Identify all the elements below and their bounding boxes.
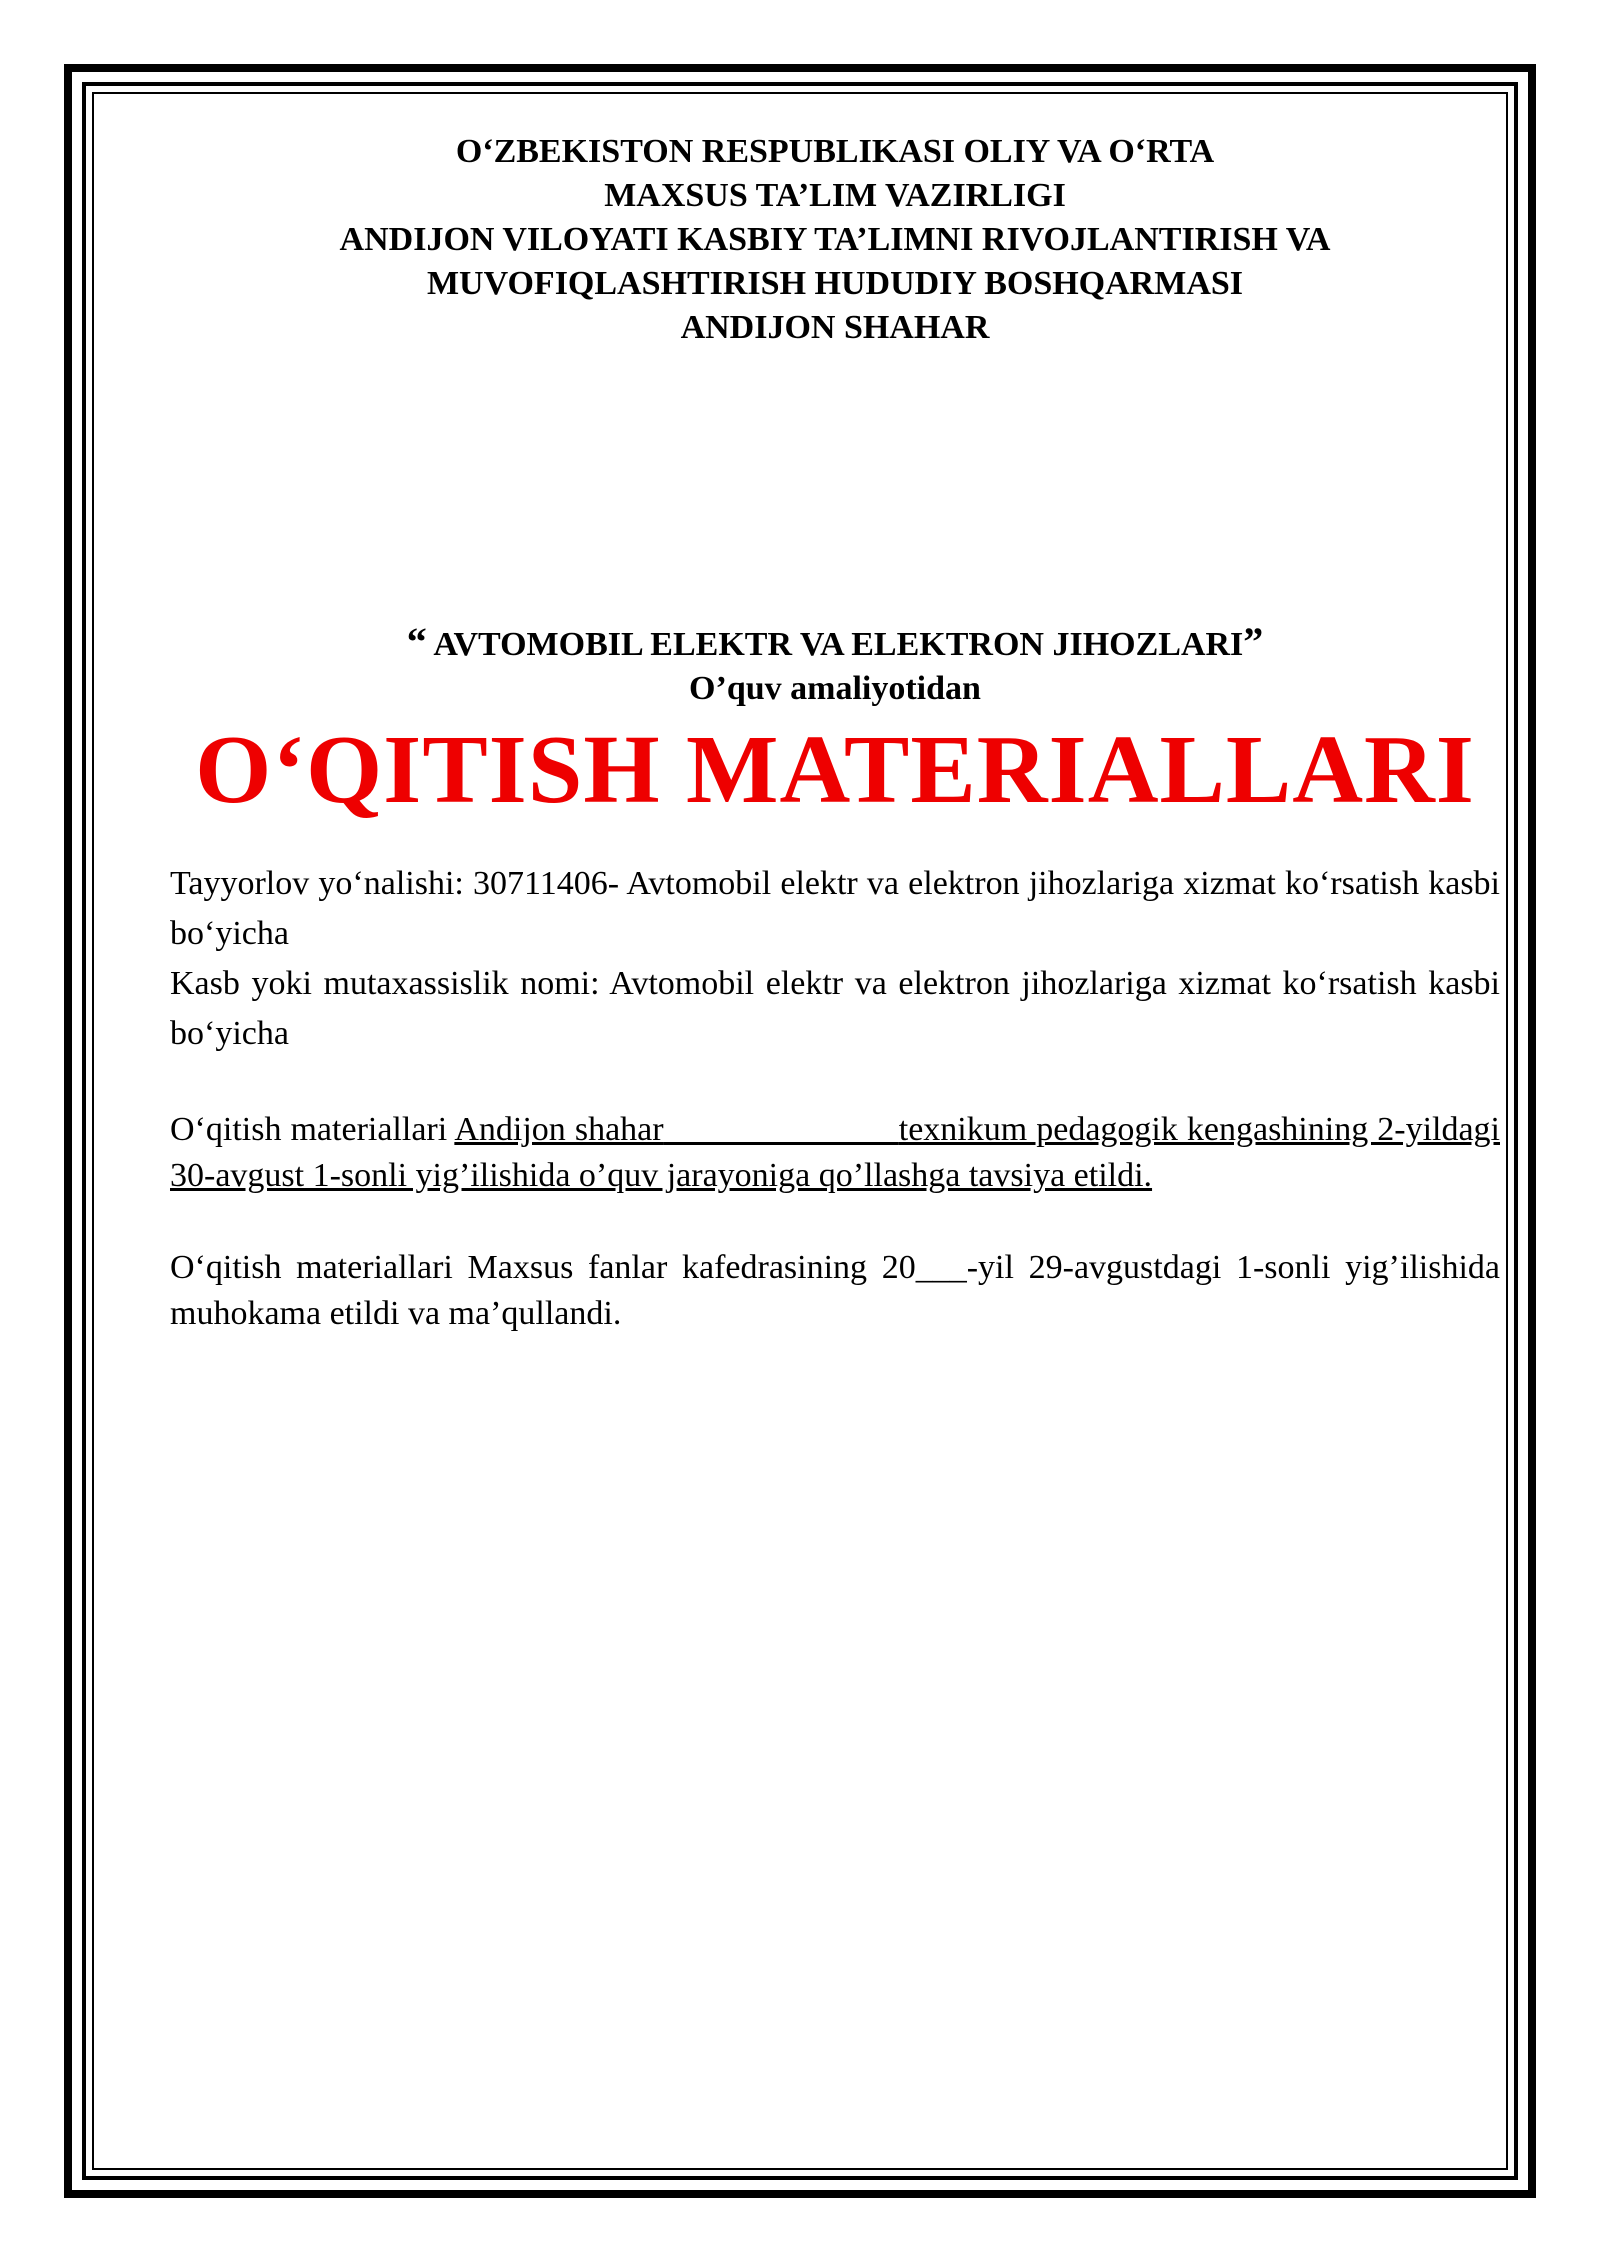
- region-line-2: MUVOFIQLASHTIRISH HUDUDIY BOSHQARMASI: [426, 265, 1244, 302]
- regional-office-name: [170, 218, 1500, 306]
- profession-name: Kasb yoki mutaxassislik nomi: Avtomobil elektr va elektron jihozlariga xizmat ko‘rsatish kasbi bo‘yicha: [170, 965, 1500, 1052]
- info-block: [170, 859, 1500, 1059]
- training-direction: Tayyorlov yo‘nalishi: 30711406- Avtomobil elektr va elektron jihozlariga xizmat ko‘rsatish kasbi bo‘yicha: [170, 865, 1500, 952]
- approval-prefix: O‘qitish materiallari: [170, 1111, 455, 1148]
- open-quote: “: [406, 619, 427, 664]
- ministry-line-2: MAXSUS TA’LIM VAZIRLIGI: [604, 177, 1066, 214]
- document-title: O‘QITISH MATERIALLARI: [195, 716, 1475, 824]
- region-line-1: ANDIJON VILOYATI KASBIY TA’LIMNI RIVOJLANTIRISH VA: [339, 221, 1331, 258]
- discussion-paragraph: O‘qitish materiallari Maxsus fanlar kafedrasining 20___-yil 29-avgustdagi 1-sonli yig’ilishida muhokama etildi va ma’qullandi.: [170, 1249, 1500, 1332]
- practice-label: O’quv amaliyotidan: [689, 670, 981, 707]
- ministry-line-1: O‘ZBEKISTON RESPUBLIKASI OLIY VA O‘RTA: [455, 133, 1215, 170]
- approval-paragraph: [170, 1107, 1500, 1199]
- document-content: [170, 130, 1500, 1337]
- ministry-name: [170, 130, 1500, 218]
- subject-title: AVTOMOBIL ELEKTR VA ELEKTRON JIHOZLARI: [426, 626, 1244, 663]
- header-block: [170, 130, 1500, 350]
- close-quote: ”: [1243, 619, 1264, 664]
- subject-name: [170, 620, 1500, 667]
- approval-rest: texnikum pedagogik kengashining 2-yildagi 30-avgust 1-sonli yig’ilishida o’quv jarayoniga qo’llashga tavsiya etildi.: [170, 1111, 1500, 1194]
- city-name: ANDIJON SHAHAR: [680, 309, 990, 346]
- subject-block: [170, 620, 1500, 711]
- institution-name: Andijon shahar: [454, 1111, 664, 1148]
